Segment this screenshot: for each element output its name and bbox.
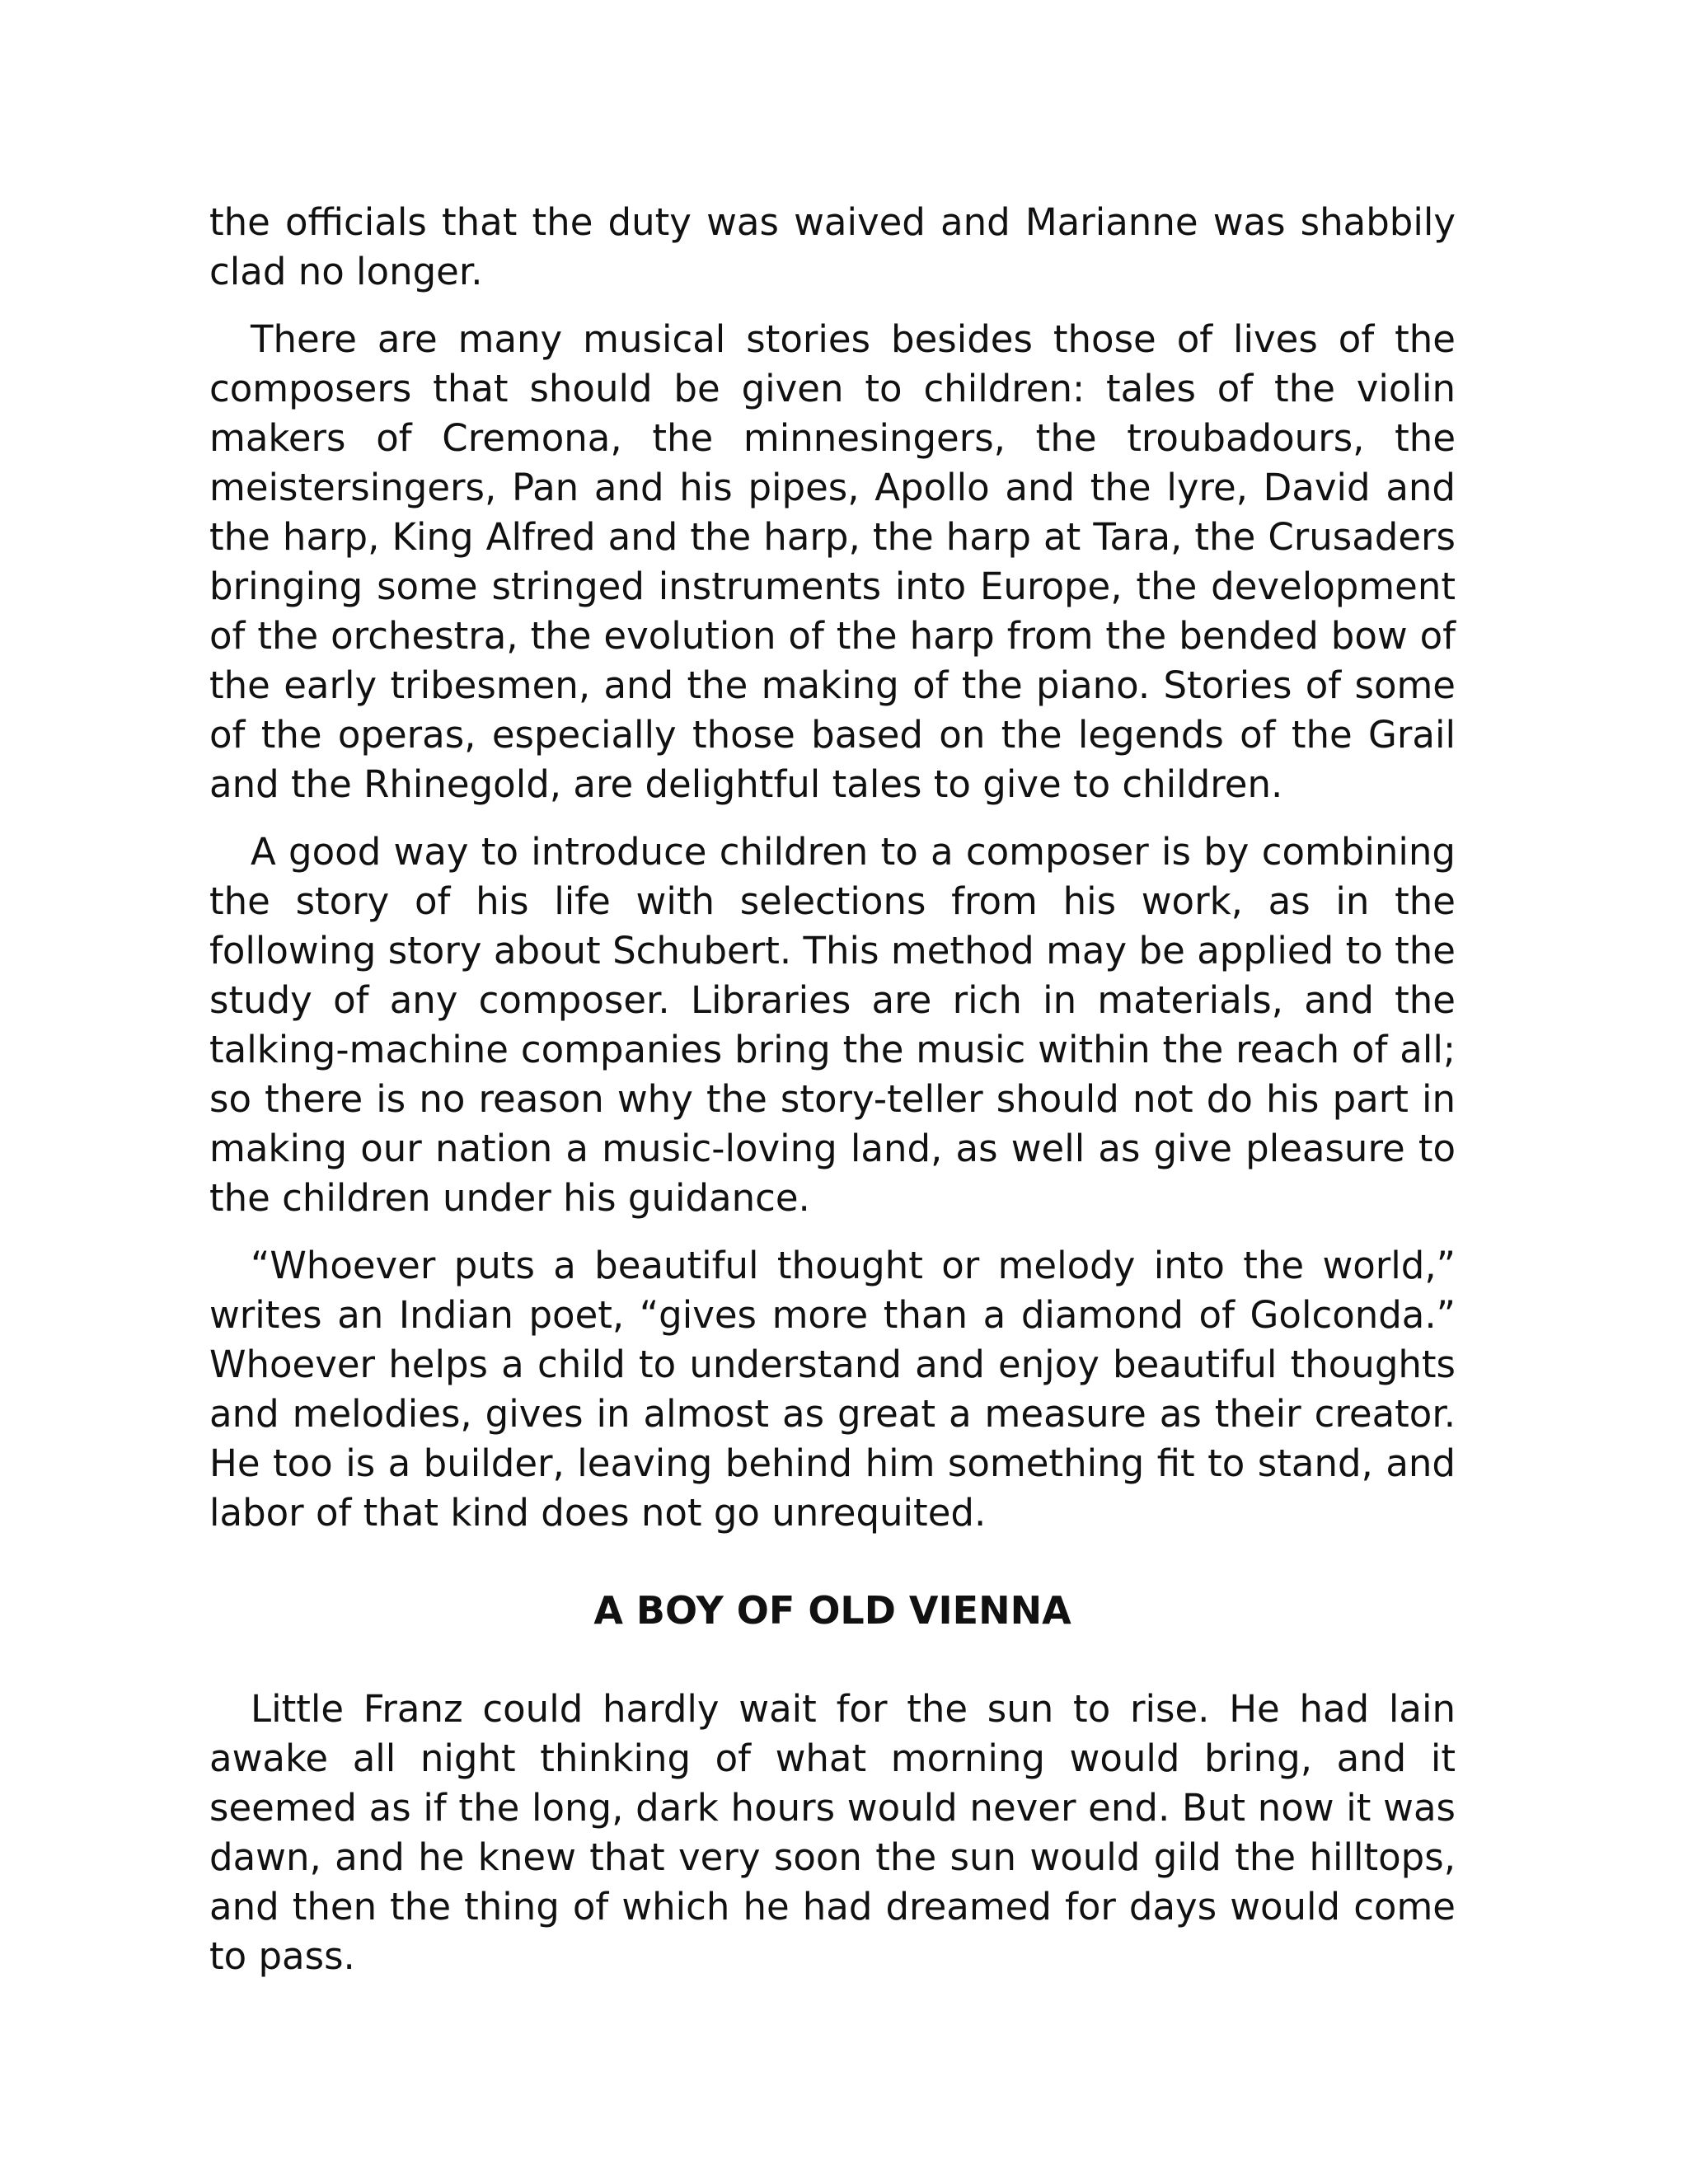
- paragraph-beautiful-thought: “Whoever puts a beautiful thought or melody into the world,” writes an Indian poet, “gives more than a diamond of Golconda.” Whoever helps a child to understand and enjoy beautiful thoughts and melodies, gives in almost as great a measure as their creator. He too is a builder, leaving behind him something fit to stand, and labor of that kind does not go unrequited.: [209, 1244, 1456, 1535]
- paragraph-little-franz: Little Franz could hardly wait for the sun to rise. He had lain awake all night thinking of what morning would bring, and it seemed as if the long, dark hours would never end. But now it was dawn, and he knew that very soon the sun would gild the hilltops, and then the thing of which he had dreamed for days would come to pass.: [209, 1687, 1456, 1978]
- paragraph-introduce-composer: A good way to introduce children to a composer is by combining the story of his life with selections from his work, as in the following story about Schubert. This method may be applied to the study of any composer. Libraries are rich in materials, and the talking-machine companies bring the music within the reach of all; so there is no reason why the story-teller should not do his part in making our nation a music-loving land, as well as give pleasure to the children under his guidance.: [209, 830, 1456, 1220]
- section-heading: A BOY OF OLD VIENNA: [593, 1588, 1071, 1633]
- document-page: [209, 198, 1456, 1999]
- paragraph-musical-stories: There are many musical stories besides those of lives of the composers that should be given to children: tales of the violin makers of Cremona, the minnesingers, the troubadours, the meistersingers, Pan and his pipes, Apollo and the lyre, David and the harp, King Alfred and the harp, the harp at Tara, the Crusaders bringing some stringed instruments into Europe, the development of the orchestra, the evolution of the harp from the bended bow of the early tribesmen, and the making of the piano. Stories of some of the operas, especially those based on the legends of the Grail and the Rhinegold, are delightful tales to give to children.: [209, 317, 1456, 806]
- paragraph-continuation: the officials that the duty was waived and Marianne was shabbily clad no longer.: [209, 200, 1456, 293]
